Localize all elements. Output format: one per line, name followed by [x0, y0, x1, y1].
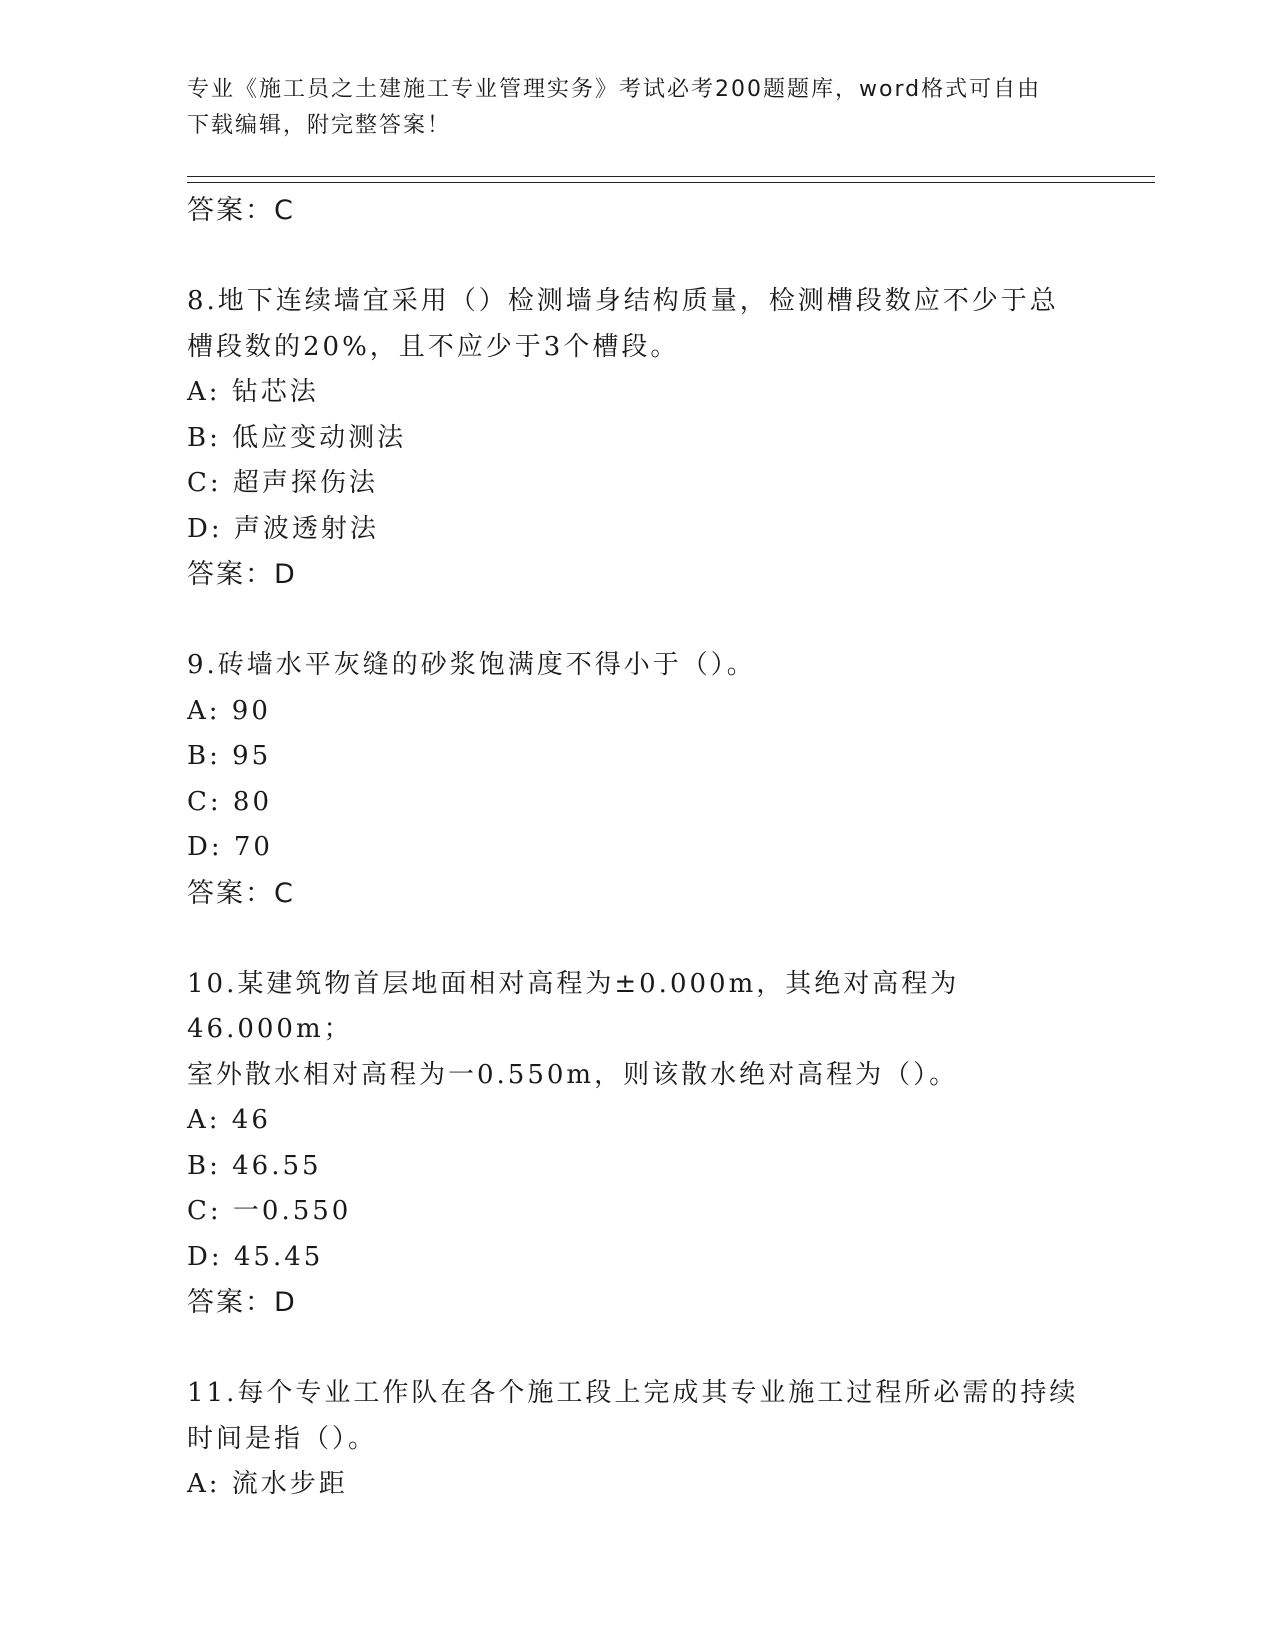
question-text: 10.某建筑物首层地面相对高程为±0.000m，其绝对高程为46.000m；	[187, 968, 960, 1044]
spacer	[187, 598, 1117, 644]
question-text: 室外散水相对高程为一0.550m，则该散水绝对高程为（）。	[187, 1059, 959, 1090]
option-b: B: 46.55	[187, 1150, 322, 1181]
option-a: A: 流水步距	[187, 1469, 348, 1499]
question-text: 11.每个专业工作队在各个施工段上完成其专业施工过程所必需的持续	[187, 1378, 1079, 1408]
question-10	[187, 962, 1117, 1326]
spacer	[187, 1326, 1117, 1372]
answer-label: 答案：D	[187, 559, 297, 590]
question-text: 9.砖墙水平灰缝的砂浆饱满度不得小于（）。	[187, 650, 756, 680]
question-text: 时间是指（）。	[187, 1423, 378, 1454]
header-line-2: 下载编辑，附完整答案！	[187, 113, 452, 138]
option-c: C: 80	[187, 786, 273, 817]
header-line-1: 专业《施工员之土建施工专业管理实务》考试必考200题题库，word格式可自由	[187, 77, 1042, 102]
document-body	[187, 188, 1117, 1508]
option-d: D: 声波透射法	[187, 513, 379, 544]
option-b: B: 低应变动测法	[187, 422, 407, 453]
option-d: D: 45.45	[187, 1241, 324, 1272]
option-b: B: 95	[187, 741, 272, 771]
answer-label: 答案：C	[187, 195, 295, 226]
page-header	[187, 72, 1087, 144]
spacer	[187, 234, 1117, 280]
question-11	[187, 1371, 1117, 1508]
option-c: C: 一0.550	[187, 1196, 352, 1226]
question-9	[187, 643, 1117, 916]
question-8	[187, 279, 1117, 598]
option-c: C: 超声探伤法	[187, 468, 378, 498]
question-text: 槽段数的20%，且不应少于3个槽段。	[187, 331, 680, 362]
option-d: D: 70	[187, 832, 273, 862]
spacer	[187, 916, 1117, 962]
option-a: A: 46	[187, 1105, 271, 1135]
header-divider	[187, 176, 1155, 183]
answer-label: 答案：C	[187, 877, 295, 909]
option-a: A: 钻芯法	[187, 377, 319, 407]
option-a: A: 90	[187, 695, 271, 726]
answer-label: 答案：D	[187, 1287, 297, 1318]
question-text: 8.地下连续墙宜采用（）检测墙身结构质量，检测槽段数应不少于总	[187, 286, 1059, 316]
